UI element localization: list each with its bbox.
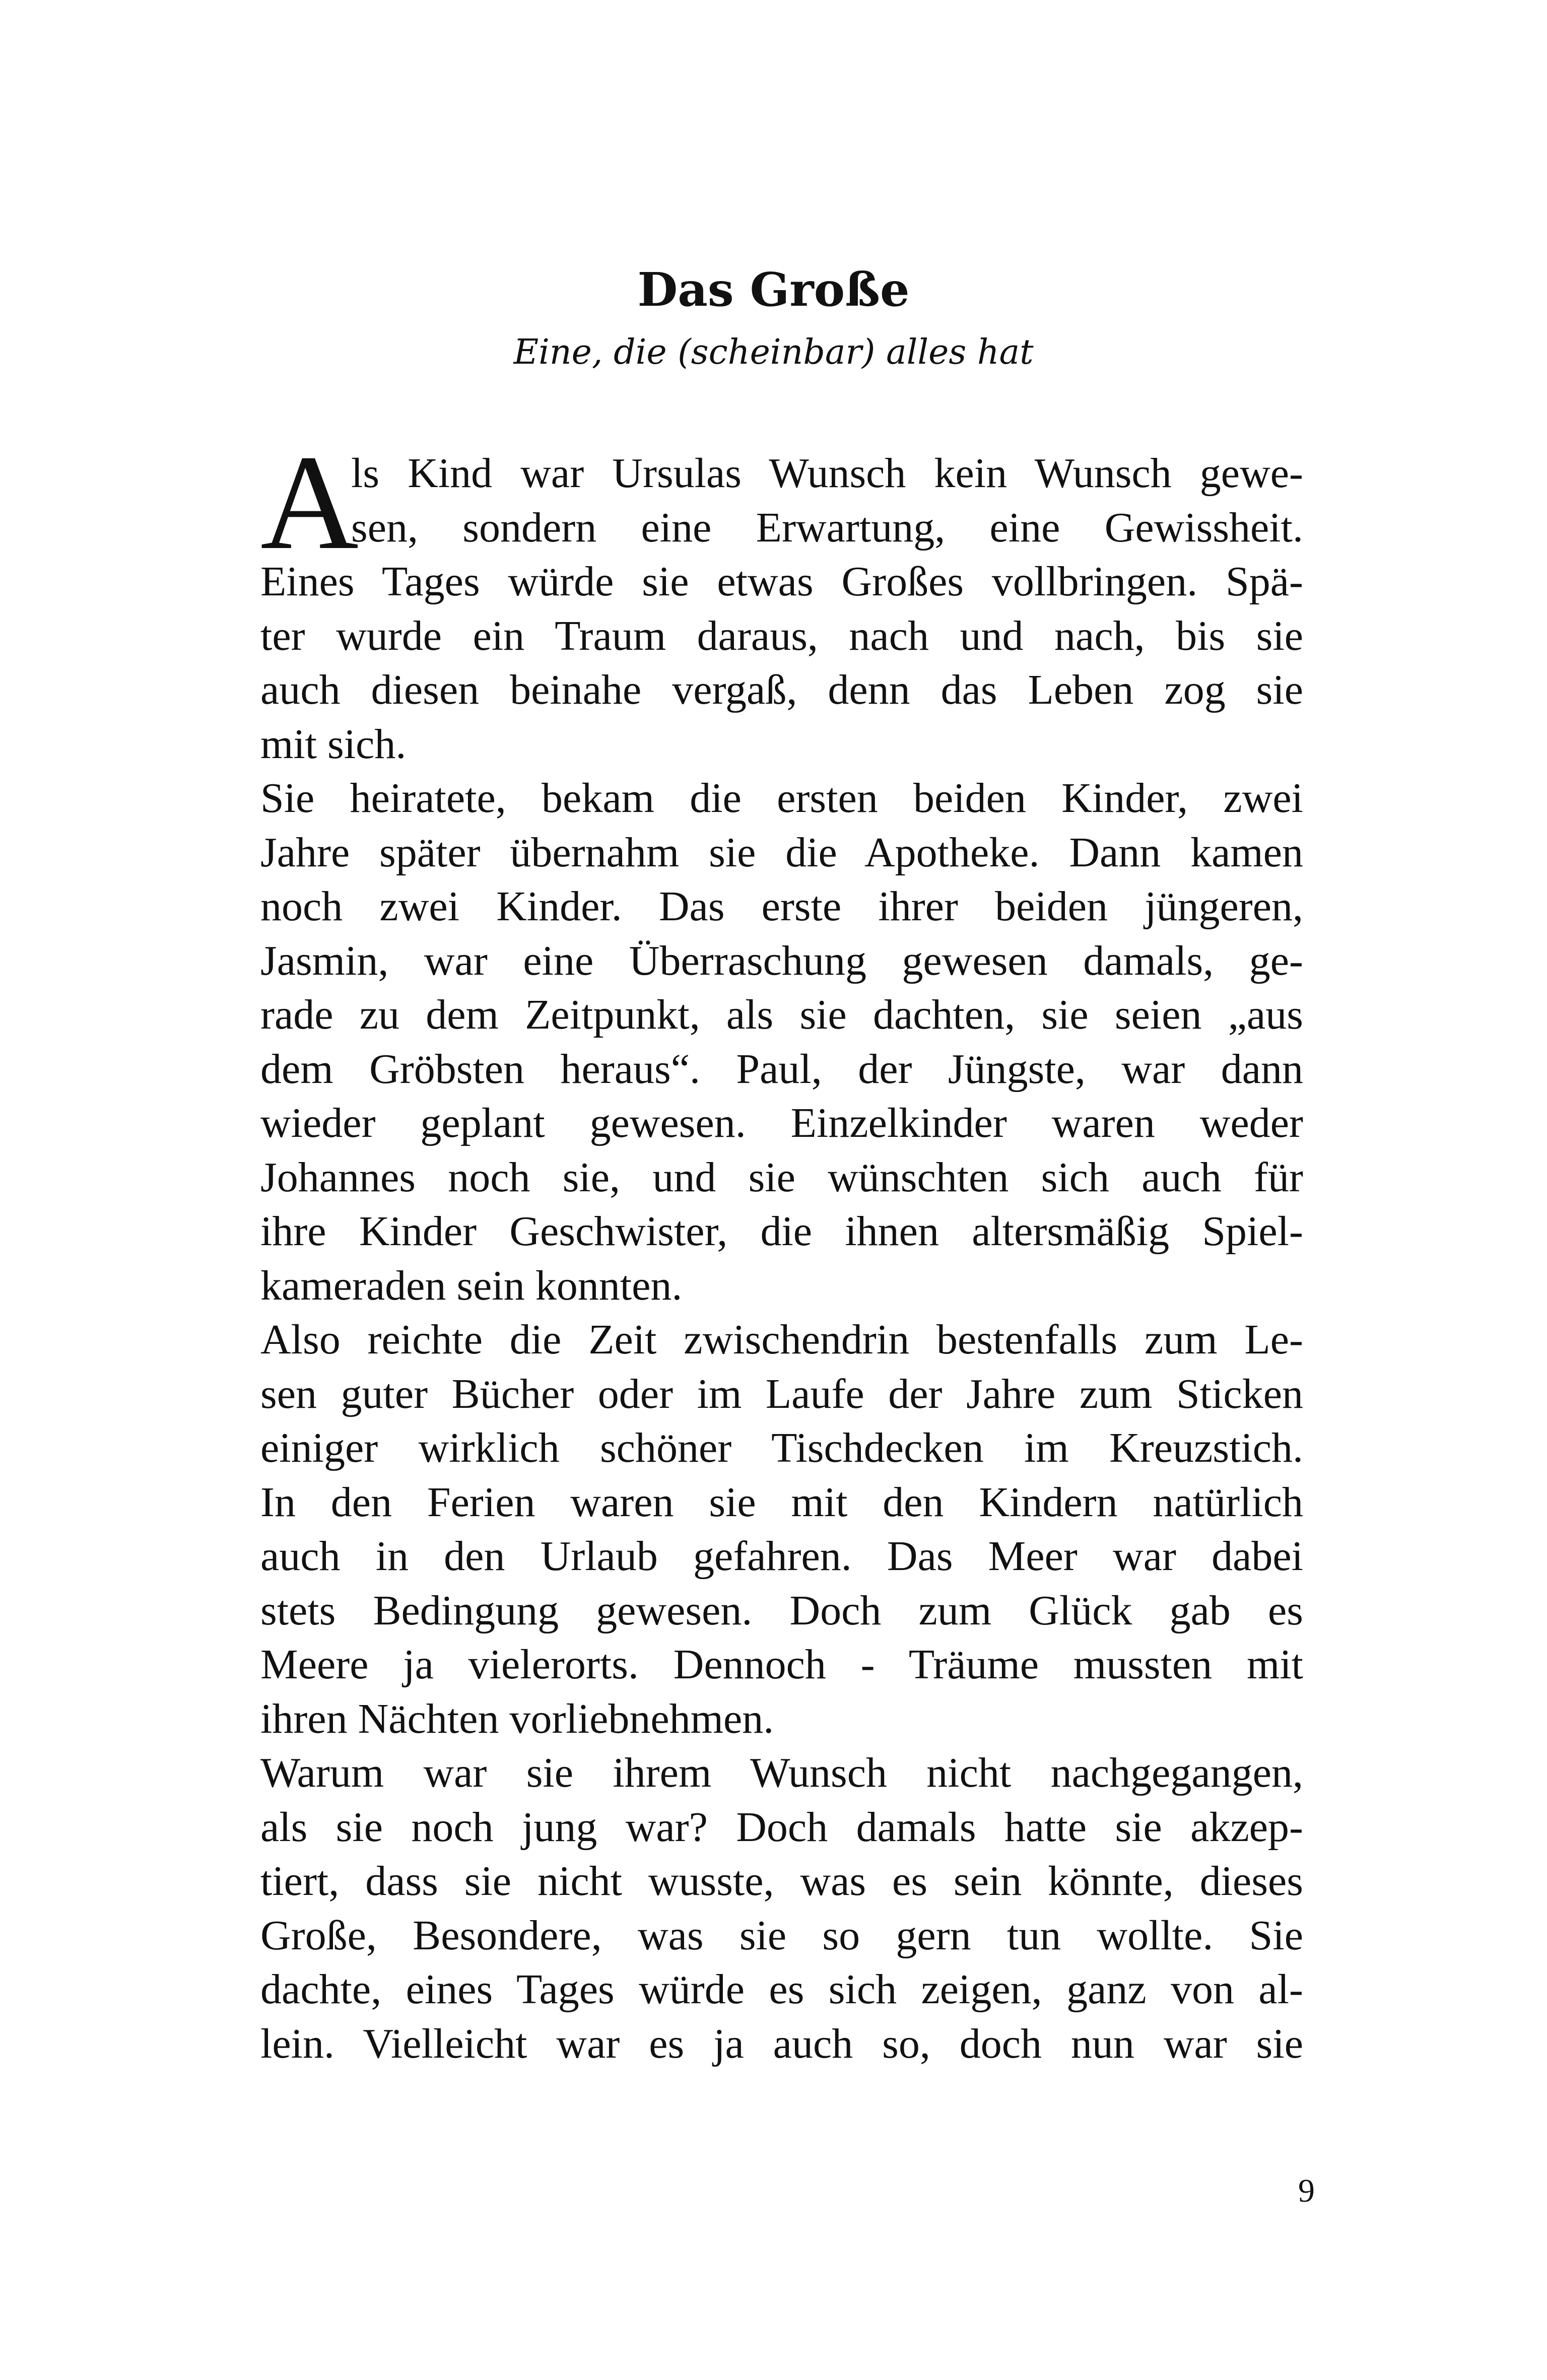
chapter-title: Das Große: [637, 262, 910, 317]
text-line: noch zwei Kinder. Das erste ihrer beiden jüngeren,: [260, 883, 1303, 930]
text-line: Also reichte die Zeit zwischendrin bestenfalls zum Le-: [260, 1316, 1303, 1363]
text-line: mit sich.: [260, 720, 407, 768]
text-line: Jahre später übernahm sie die Apotheke. Dann kamen: [260, 829, 1303, 876]
page-number: 9: [1298, 2172, 1315, 2209]
text-line: dem Gröbsten heraus“. Paul, der Jüngste, war dann: [260, 1045, 1303, 1093]
text-line: Jasmin, war eine Überraschung gewesen damals, ge-: [260, 937, 1303, 984]
text-line: kameraden sein konnten.: [260, 1262, 683, 1309]
text-line: sen, sondern eine Erwartung, eine Gewissheit.: [351, 504, 1303, 551]
text-line: Sie heiratete, bekam die ersten beiden Kinder, zwei: [260, 775, 1303, 822]
text-line: Johannes noch sie, und sie wünschten sich auch für: [260, 1153, 1303, 1201]
text-line: auch in den Urlaub gefahren. Das Meer war dabei: [260, 1533, 1303, 1580]
drop-cap: A: [260, 427, 359, 578]
text-line: als sie noch jung war? Doch damals hatte sie akzep-: [260, 1803, 1303, 1851]
chapter-subtitle: Eine, die (scheinbar) alles hat: [513, 332, 1034, 372]
text-line: lein. Vielleicht war es ja auch so, doch nun war sie: [260, 2020, 1303, 2067]
text-line: ihre Kinder Geschwister, die ihnen altersmäßig Spiel-: [260, 1208, 1303, 1255]
text-line: dachte, eines Tages würde es sich zeigen, ganz von al-: [260, 1966, 1303, 2013]
body-text: [260, 427, 1303, 2071]
text-line: In den Ferien waren sie mit den Kindern natürlich: [260, 1478, 1303, 1526]
text-line: tiert, dass sie nicht wusste, was es sein könnte, dieses: [260, 1858, 1303, 1905]
text-line: stets Bedingung gewesen. Doch zum Glück gab es: [260, 1587, 1303, 1634]
text-line: auch diesen beinahe vergaß, denn das Leben zog sie: [260, 666, 1303, 713]
text-line: Eines Tages würde sie etwas Großes vollbringen. Spä-: [260, 558, 1303, 605]
text-line: Meere ja vielerorts. Dennoch - Träume mussten mit: [260, 1641, 1303, 1688]
text-line: ihren Nächten vorliebnehmen.: [260, 1695, 774, 1742]
text-line: ter wurde ein Traum daraus, nach und nach, bis sie: [260, 612, 1303, 659]
text-line: sen guter Bücher oder im Laufe der Jahre zum Sticken: [260, 1370, 1303, 1417]
text-line: Große, Besondere, was sie so gern tun wollte. Sie: [260, 1912, 1303, 1959]
text-line: Warum war sie ihrem Wunsch nicht nachgegangen,: [260, 1749, 1303, 1796]
text-line: ls Kind war Ursulas Wunsch kein Wunsch gewe-: [351, 450, 1303, 497]
text-line: wieder geplant gewesen. Einzelkinder waren weder: [260, 1100, 1303, 1146]
text-line: einiger wirklich schöner Tischdecken im Kreuzstich.: [260, 1424, 1303, 1471]
text-line: rade zu dem Zeitpunkt, als sie dachten, sie seien „aus: [260, 991, 1303, 1038]
